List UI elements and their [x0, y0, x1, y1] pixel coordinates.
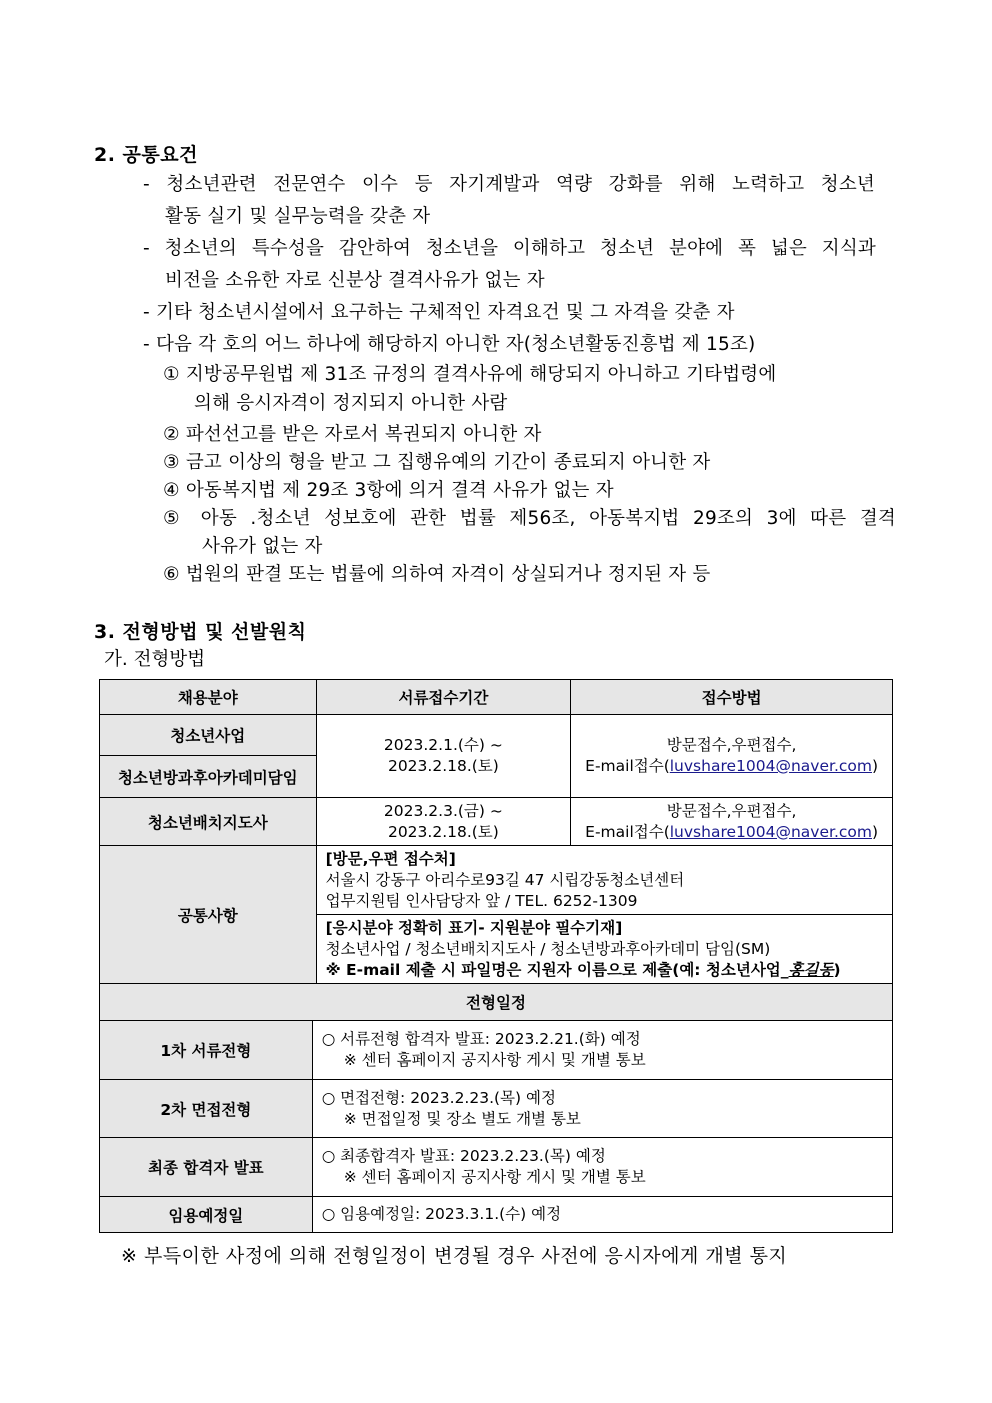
method-email — [571, 822, 892, 843]
header-period: 서류접수기간 — [316, 680, 571, 715]
table-row — [100, 846, 893, 915]
schedule-line-1: ○ 최종합격자 발표: 2023.2.23.(목) 예정 — [321, 1147, 606, 1165]
address-title: [방문,우편 접수처] — [325, 849, 456, 868]
field-youth-program: 청소년사업 — [100, 715, 317, 756]
disqualification-1-line-2: 의해 응시자격이 정지되지 아니한 사람 — [194, 393, 508, 414]
schedule-label: 최종 합격자 발표 — [100, 1138, 313, 1197]
email-link[interactable]: luvshare1004@naver.com — [669, 822, 872, 841]
field-notice-line-1: 청소년사업 / 청소년배치지도사 / 청소년방과후아카데미 담임(SM) — [325, 939, 771, 958]
section-2-title: 2. 공통요건 — [94, 144, 198, 166]
schedule-label: 1차 서류전형 — [100, 1021, 313, 1080]
schedule-detail — [312, 1197, 892, 1233]
schedule-header-row — [100, 984, 893, 1021]
method-email — [571, 756, 892, 777]
schedule-line-2: ※ 센터 홈페이지 공지사항 게시 및 개별 통보 — [343, 1168, 646, 1186]
recruitment-table — [99, 679, 893, 984]
file-name-close: ) — [833, 960, 841, 979]
schedule-line-1: ○ 임용예정일: 2023.3.1.(수) 예정 — [321, 1205, 562, 1223]
common-field-notice — [316, 915, 892, 984]
email-link[interactable]: luvshare1004@naver.com — [669, 757, 872, 775]
disqualification-5-line-2: 사유가 없는 자 — [202, 536, 323, 557]
method-cell — [571, 798, 893, 846]
period-cell — [316, 798, 571, 846]
requirement-2-line-2: 비전을 소유한 자로 신분상 결격사유가 없는 자 — [165, 270, 545, 291]
schedule-detail — [312, 1021, 892, 1080]
period-start: 2023.2.1.(수) ~ — [383, 736, 503, 754]
common-submission-address — [316, 846, 892, 915]
schedule-line-2: ※ 센터 홈페이지 공지사항 게시 및 개별 통보 — [343, 1051, 646, 1069]
method-email-close: ) — [871, 757, 879, 775]
disqualification-2: ② 파선선고를 받은 자로서 복권되지 아니한 자 — [163, 424, 542, 445]
table-row — [100, 1138, 893, 1197]
requirement-2-line-1: - 청소년의 특수성을 감안하여 청소년을 이해하고 청소년 분야에 폭 넓은 지식과 — [143, 238, 876, 259]
common-label: 공통사항 — [100, 846, 317, 984]
section-3-title: 3. 전형방법 및 선발원칙 — [94, 621, 307, 643]
schedule-change-note: ※ 부득이한 사정에 의해 전형일정이 변경될 경우 사전에 응시자에게 개별 통지 — [121, 1245, 788, 1267]
schedule-detail — [312, 1080, 892, 1138]
address-line-2: 업무지원팀 인사담당자 앞 / TEL. 6252-1309 — [325, 891, 638, 910]
period-end: 2023.2.18.(토) — [387, 757, 499, 775]
section-3-subtitle: 가. 전형방법 — [104, 649, 206, 670]
method-cell — [571, 715, 893, 798]
table-row — [100, 1021, 893, 1080]
field-notice-line-2 — [326, 960, 892, 981]
disqualification-6: ⑥ 법원의 판결 또는 법률에 의하여 자격이 상실되거나 정지된 자 등 — [163, 564, 711, 585]
address-line-1: 서울시 강동구 아리수로93길 47 시립강동청소년센터 — [325, 870, 685, 889]
table-header-row — [100, 680, 893, 715]
table-row — [100, 1197, 893, 1233]
method-email-label: E-mail접수( — [585, 757, 670, 775]
period-end: 2023.2.18.(토) — [387, 822, 499, 841]
method-email-close: ) — [871, 822, 879, 841]
period-cell — [316, 715, 571, 798]
header-method: 접수방법 — [571, 680, 893, 715]
field-notice-title: [응시분야 정확히 표기- 지원분야 필수기재] — [325, 918, 623, 937]
requirement-4: - 다음 각 호의 어느 하나에 해당하지 아니한 자(청소년활동진흥법 제 15조) — [143, 334, 756, 355]
disqualification-5-line-1: ⑤ 아동 .청소년 성보호에 관한 법률 제56조, 아동복지법 29조의 3에 따른 결격 — [163, 508, 896, 529]
disqualification-1-line-1: ① 지방공무원법 제 31조 규정의 결격사유에 해당되지 아니하고 기타법령에 — [163, 364, 777, 385]
schedule-line-1: ○ 서류전형 합격자 발표: 2023.2.21.(화) 예정 — [321, 1030, 641, 1048]
schedule-label: 임용예정일 — [100, 1197, 313, 1233]
field-youth-instructor: 청소년배치지도사 — [100, 798, 317, 846]
schedule-line-2: ※ 면접일정 및 장소 별도 개별 통보 — [343, 1109, 581, 1128]
example-name: 홍길동 — [788, 960, 834, 979]
file-name-rule: ※ E-mail 제출 시 파일명은 지원자 이름으로 제출(예: 청소년사업_ — [325, 960, 789, 979]
table-row — [100, 798, 893, 846]
header-field: 채용분야 — [100, 680, 317, 715]
field-afterschool-academy: 청소년방과후아카데미담임 — [100, 756, 317, 798]
disqualification-4: ④ 아동복지법 제 29조 3항에 의거 결격 사유가 없는 자 — [163, 480, 614, 501]
schedule-table — [99, 983, 893, 1233]
table-row — [100, 715, 893, 756]
method-visit-mail: 방문접수,우편접수, — [666, 801, 797, 820]
requirement-1-line-2: 활동 실기 및 실무능력을 갖춘 자 — [165, 206, 431, 227]
method-email-label: E-mail접수( — [585, 822, 670, 841]
requirement-1-line-1: - 청소년관련 전문연수 이수 등 자기계발과 역량 강화를 위해 노력하고 청소년 — [143, 174, 875, 195]
period-start: 2023.2.3.(금) ~ — [383, 801, 503, 820]
disqualification-3: ③ 금고 이상의 형을 받고 그 집행유예의 기간이 종료되지 아니한 자 — [163, 452, 711, 473]
schedule-line-1: ○ 면접전형: 2023.2.23.(목) 예정 — [321, 1088, 556, 1107]
table-row — [100, 1080, 893, 1138]
method-visit-mail: 방문접수,우편접수, — [666, 736, 797, 754]
schedule-header: 전형일정 — [100, 984, 893, 1021]
requirement-3: - 기타 청소년시설에서 요구하는 구체적인 자격요건 및 그 자격을 갖춘 자 — [143, 302, 735, 323]
schedule-detail — [312, 1138, 892, 1197]
schedule-label: 2차 면접전형 — [100, 1080, 313, 1138]
